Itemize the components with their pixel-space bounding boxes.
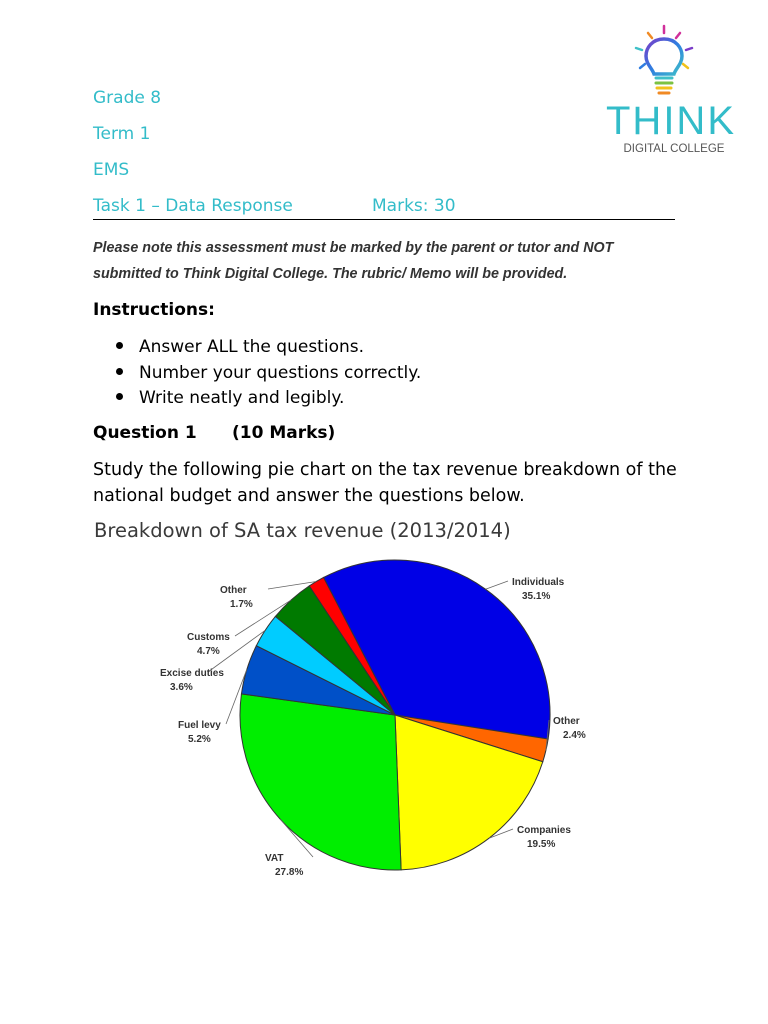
bullet-icon — [116, 393, 123, 400]
slice-value-label: 3.6% — [170, 682, 193, 693]
slice-label: Other — [220, 585, 247, 596]
slice-label: VAT — [265, 853, 284, 864]
slice-value-label: 19.5% — [527, 839, 556, 850]
marks-label: Marks: 30 — [372, 196, 456, 216]
question-title: Question 1 — [93, 423, 197, 443]
leader-line — [486, 581, 509, 589]
subject-label: EMS — [93, 160, 130, 180]
instructions-heading: Instructions: — [93, 300, 215, 320]
slice-value-label: 5.2% — [188, 734, 211, 745]
slice-label: Excise duties — [160, 668, 224, 679]
header-divider — [93, 219, 675, 220]
think-digital-college-logo — [596, 24, 746, 164]
slice-label: Companies — [517, 825, 571, 836]
logo-brand: THINK — [606, 99, 736, 143]
slice-value-label: 35.1% — [522, 591, 551, 602]
slice-value-label: 4.7% — [197, 646, 220, 657]
slice-label: Individuals — [512, 577, 565, 588]
question-intro: Study the following pie chart on the tax revenue breakdown of the national budget and answer the questions below. — [93, 460, 677, 506]
instructions-list — [93, 336, 421, 413]
task-label: Task 1 – Data Response — [93, 196, 293, 216]
slice-value-label: 1.7% — [230, 599, 253, 610]
note-line-2: submitted to Think Digital College. The rubric/ Memo will be provided. — [93, 266, 568, 282]
slice-label: Other — [553, 716, 580, 727]
list-item: Write neatly and legibly. — [93, 387, 421, 413]
note-line-1: Please note this assessment must be marked by the parent or tutor and NOT — [93, 240, 614, 256]
lightbulb-icon — [636, 26, 692, 93]
assessment-note — [93, 235, 693, 287]
slice-label: Fuel levy — [178, 720, 221, 731]
logo-tagline: DIGITAL COLLEGE — [623, 143, 725, 155]
grade-label: Grade 8 — [93, 88, 162, 108]
question-marks: (10 Marks) — [232, 423, 336, 443]
slice-value-label: 2.4% — [563, 730, 586, 741]
list-item: Answer ALL the questions. — [93, 336, 421, 362]
term-label: Term 1 — [93, 124, 151, 144]
chart-title: Breakdown of SA tax revenue (2013/2014) — [94, 519, 511, 542]
slice-label: Customs — [187, 632, 230, 643]
bullet-icon — [116, 368, 123, 375]
slice-value-label: 27.8% — [275, 867, 304, 878]
tax-revenue-pie-chart — [140, 550, 600, 890]
bullet-icon — [116, 342, 123, 349]
pie-slice-vat — [240, 694, 401, 870]
list-item: Number your questions correctly. — [93, 362, 421, 388]
